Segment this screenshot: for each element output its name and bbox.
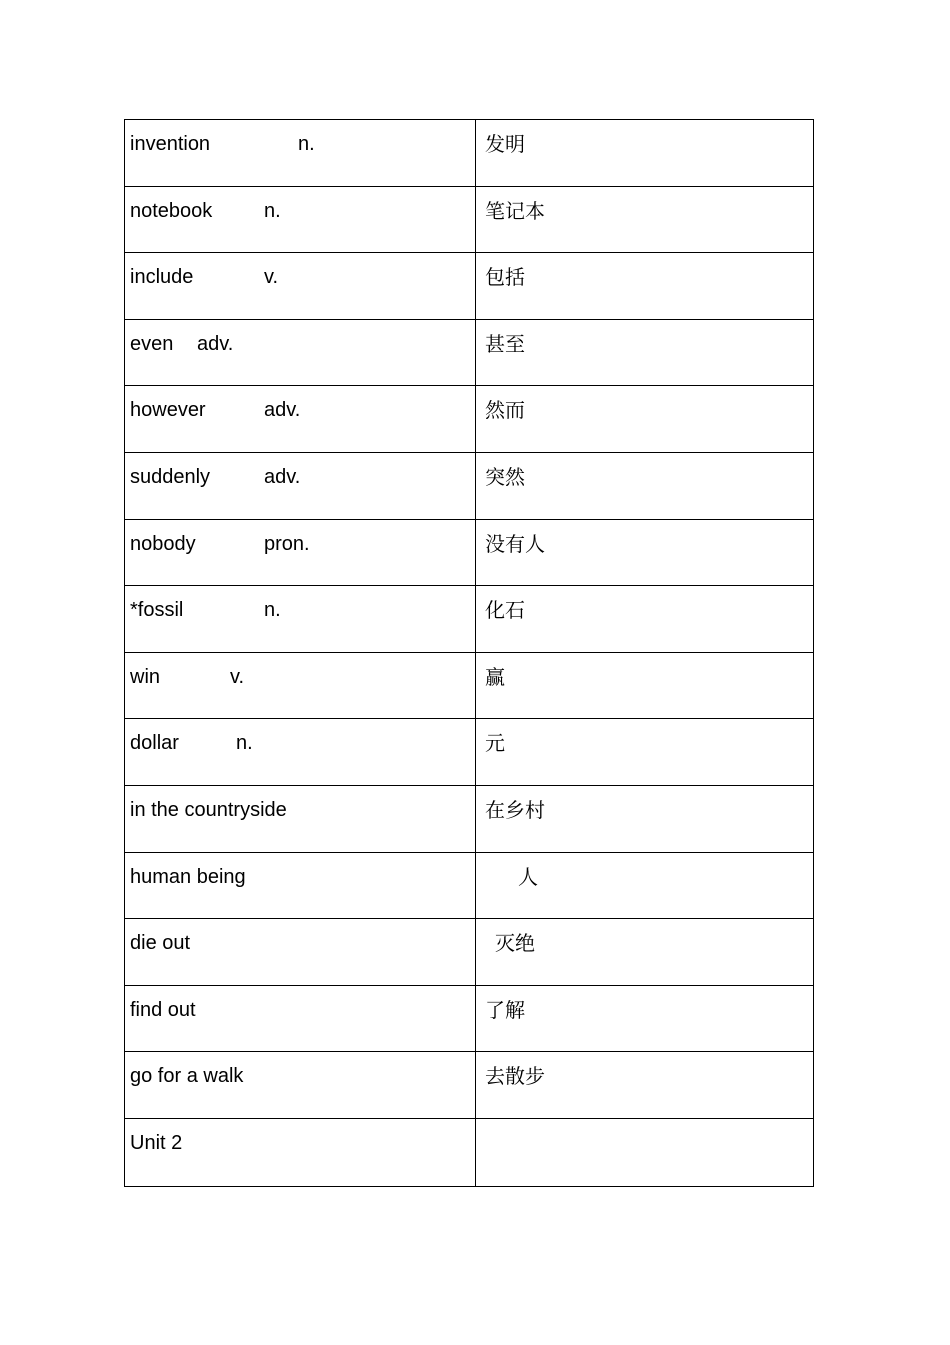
word-cell [125,253,476,319]
meaning-cell [476,320,813,386]
word-text: human being [130,865,246,888]
part-of-speech: v. [264,266,279,289]
table-row [125,1119,813,1186]
meaning-cell [476,1052,813,1118]
word-cell [125,719,476,785]
word-text: dollar [130,732,179,755]
word-cell [125,653,476,719]
word-text: find out [130,998,196,1021]
meaning-text: 甚至 [485,331,525,356]
meaning-text: 然而 [485,398,525,423]
part-of-speech: n. [264,199,281,222]
part-of-speech: pron. [264,532,310,555]
meaning-cell [476,586,813,652]
word-cell [125,1119,476,1186]
meaning-text: 发明 [485,132,525,156]
word-text: invention [130,133,211,155]
word-cell [125,1052,476,1118]
part-of-speech: n. [236,732,253,755]
word-text: nobody [130,532,196,555]
word-cell [125,386,476,452]
meaning-text: 包括 [485,265,525,290]
meaning-cell [476,453,813,519]
word-text: win [130,665,161,688]
part-of-speech: adv. [264,399,301,422]
table-row [125,120,813,187]
word-cell [125,520,476,586]
meaning-text: 了解 [485,997,525,1022]
part-of-speech: adv. [264,465,301,488]
table-row [125,187,813,254]
unit-heading: Unit 2 [130,1131,183,1154]
word-text: notebook [130,199,213,222]
table-row [125,719,813,786]
table-row [125,520,813,587]
table-row [125,853,813,920]
table-row [125,453,813,520]
table-row [125,253,813,320]
word-cell [125,187,476,253]
word-cell [125,986,476,1052]
word-cell [125,453,476,519]
meaning-cell [476,386,813,452]
word-cell [125,853,476,919]
part-of-speech: adv. [197,332,234,355]
meaning-cell [476,187,813,253]
word-text: *fossil [130,599,184,622]
word-cell [125,320,476,386]
meaning-text: 去散步 [485,1064,545,1089]
meaning-cell [476,986,813,1052]
meaning-text: 突然 [485,464,525,489]
meaning-cell [476,719,813,785]
word-text: however [130,399,206,422]
table-row [125,586,813,653]
word-text: in the countryside [130,798,287,821]
meaning-cell [476,786,813,852]
word-text: suddenly [130,465,211,488]
table-row [125,786,813,853]
part-of-speech: v. [230,665,245,688]
meaning-cell [476,919,813,985]
meaning-text: 赢 [485,664,505,689]
meaning-cell [476,853,813,919]
word-cell [125,120,476,186]
meaning-cell [476,1119,813,1186]
table-row [125,386,813,453]
meaning-text: 人 [518,864,538,889]
table-row [125,986,813,1053]
meaning-text: 没有人 [485,531,545,556]
table-row [125,320,813,387]
meaning-text: 元 [485,731,505,756]
part-of-speech: n. [298,133,315,155]
table-row [125,919,813,986]
table-row [125,653,813,720]
word-text: even [130,332,174,355]
word-text: include [130,266,194,289]
meaning-cell [476,253,813,319]
meaning-cell [476,120,813,186]
meaning-cell [476,520,813,586]
vocabulary-table [124,119,814,1187]
word-cell [125,919,476,985]
meaning-text: 笔记本 [485,198,545,223]
word-cell [125,786,476,852]
meaning-text: 化石 [485,598,525,623]
table-row [125,1052,813,1119]
meaning-cell [476,653,813,719]
meaning-text: 在乡村 [485,797,545,822]
word-text: go for a walk [130,1065,244,1088]
word-cell [125,586,476,652]
part-of-speech: n. [264,599,281,622]
word-text: die out [130,932,191,955]
meaning-text: 灭绝 [495,931,535,956]
